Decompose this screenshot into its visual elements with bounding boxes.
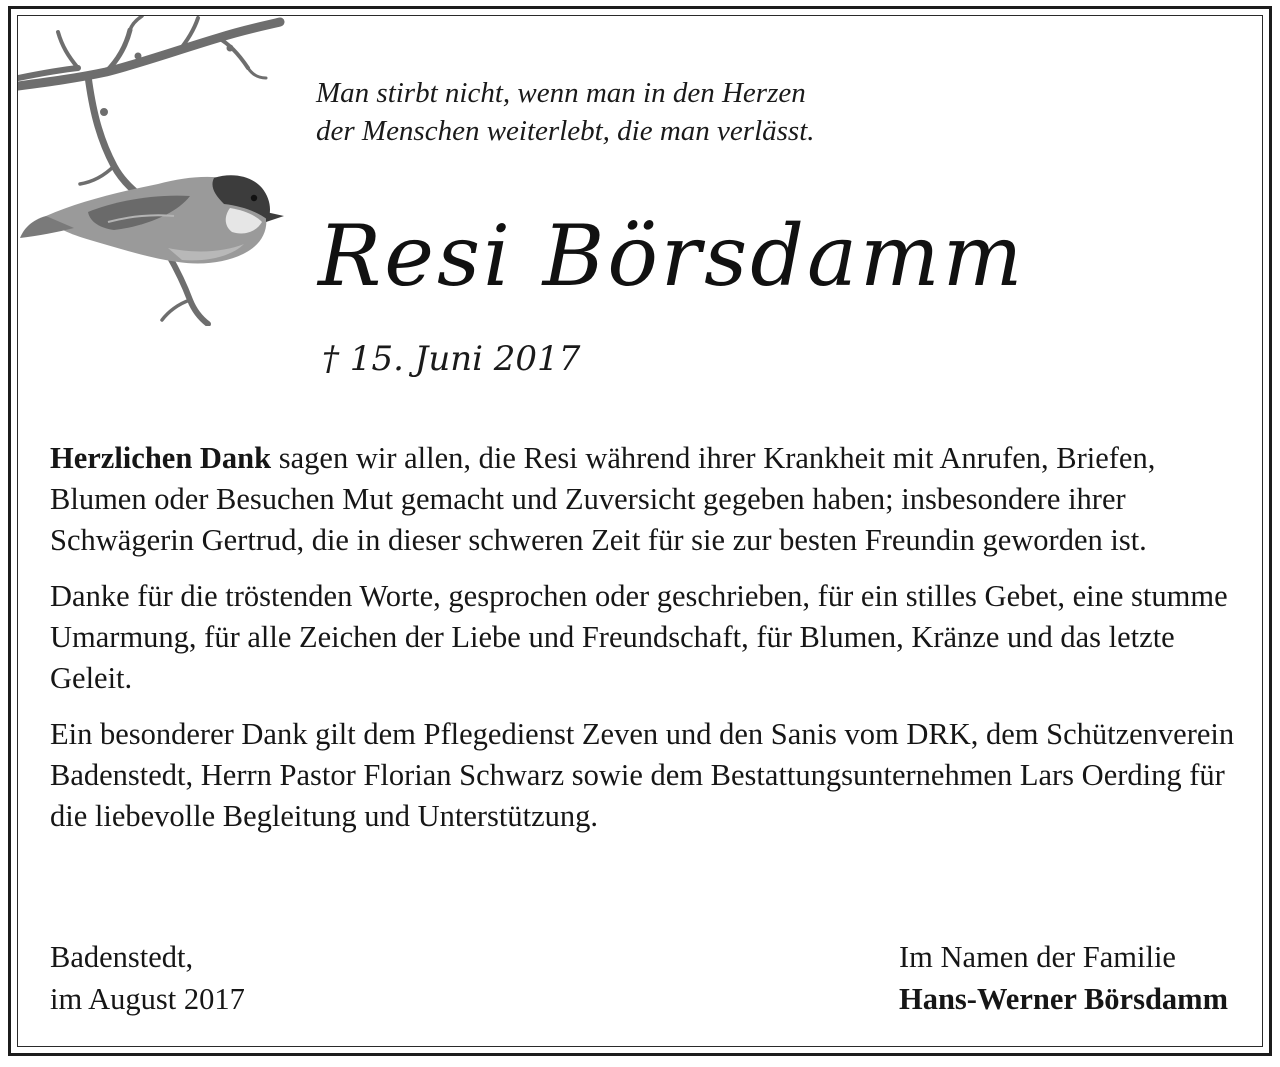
bird-on-branch-icon	[18, 16, 288, 326]
thank-you-text	[50, 438, 1242, 852]
motto-line: Man stirbt nicht, wenn man in den Herzen	[316, 77, 806, 109]
paragraph	[50, 438, 1242, 561]
place-and-date	[50, 936, 245, 1020]
death-date: † 15. Juni 2017	[322, 339, 581, 379]
on-behalf-label: Im Namen der Familie	[899, 940, 1176, 974]
date: im August 2017	[50, 982, 245, 1016]
paragraph: Ein besonderer Dank gilt dem Pflegedienst Zeven und den Sanis vom DRK, dem Schützenverein Badenstedt, Herrn Pastor Florian Schwarz sowie dem Bestattungsunternehmen Lars Oerding für die liebevolle Begleitung und Unterstützung.	[50, 717, 1235, 833]
paragraph-text: sagen wir allen, die Resi während ihrer Krankheit mit Anrufen, Briefen, Blumen oder Besuchen Mut gemacht und Zuversicht gegeben haben; insbesondere ihrer Schwägerin Gertrud, die in dieser schweren Zeit für sie zur besten Freundin geworden ist.	[50, 441, 1156, 557]
motto-line: der Menschen weiterlebt, die man verlässt.	[316, 115, 815, 147]
paragraph: Danke für die tröstenden Worte, gesprochen oder geschrieben, für ein stilles Gebet, eine stumme Umarmung, für alle Zeichen der Liebe und Freundschaft, für Blumen, Kränze und das letzte Geleit.	[50, 579, 1228, 695]
paragraph-lead: Herzlichen Dank	[50, 441, 272, 475]
deceased-name: Resi Börsdamm	[318, 207, 1026, 305]
motto-quote	[316, 74, 815, 150]
family-name: Hans-Werner Börsdamm	[899, 982, 1228, 1016]
place: Badenstedt,	[50, 940, 194, 974]
signature-block	[899, 936, 1228, 1020]
